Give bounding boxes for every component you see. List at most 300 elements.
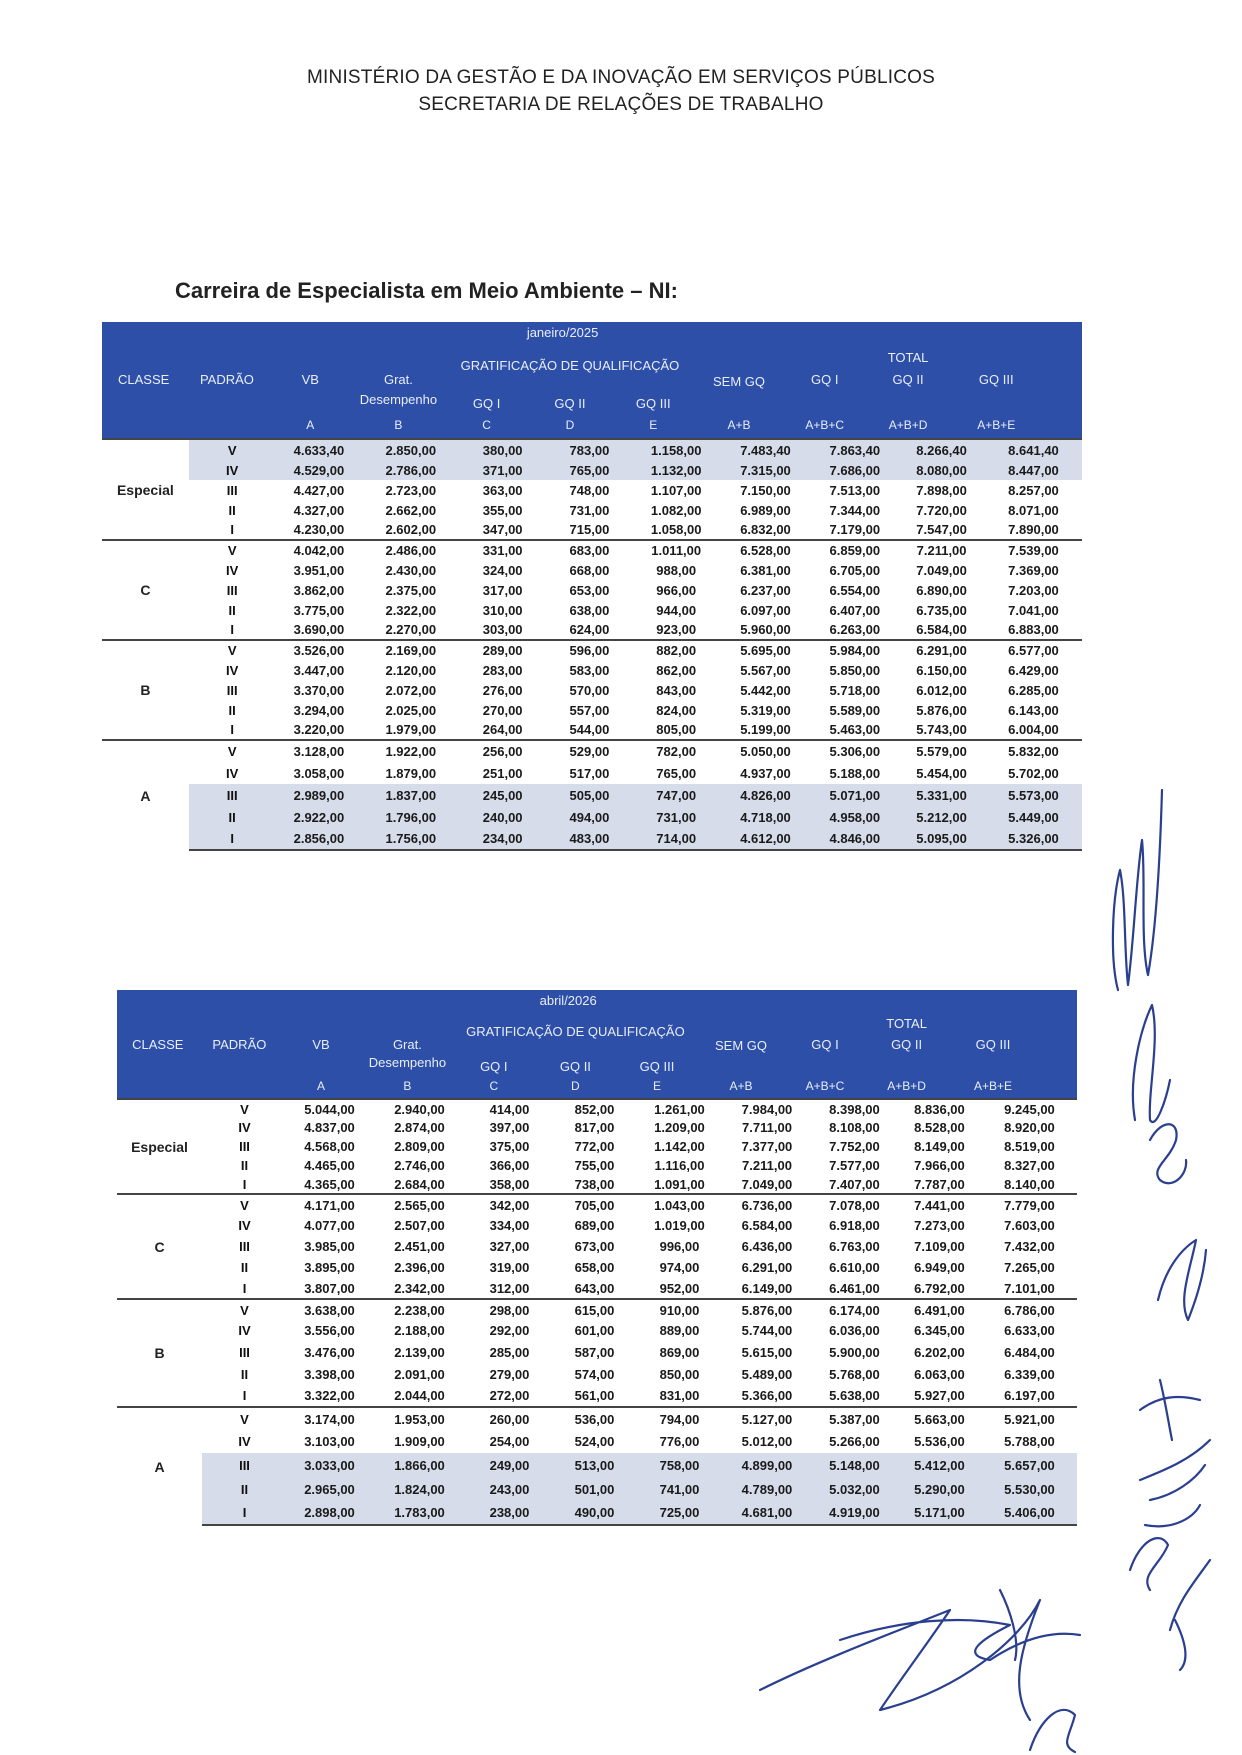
- value-cell: 3.447,00: [293, 662, 345, 678]
- col-total-gq2: GQ II: [891, 1036, 923, 1052]
- value-cell: 8.149,00: [914, 1139, 965, 1154]
- table-row: [117, 1257, 1077, 1278]
- value-cell: 3.398,00: [304, 1366, 355, 1382]
- col-letter: A+B: [729, 1079, 753, 1094]
- value-cell: 7.863,40: [811, 439, 898, 460]
- col-total-gq3: GQ III: [975, 1036, 1011, 1052]
- value-cell: 5.044,00: [287, 1099, 372, 1118]
- value-cell: 638,00: [569, 602, 610, 618]
- value-cell: 2.723,00: [385, 482, 437, 498]
- value-cell: 747,00: [633, 784, 720, 806]
- value-cell: 2.091,00: [394, 1366, 445, 1382]
- value-cell: 5.463,00: [811, 720, 898, 740]
- value-cell: 7.049,00: [916, 562, 967, 578]
- value-cell: 5.326,00: [985, 828, 1082, 850]
- value-cell: 6.429,00: [1008, 662, 1059, 678]
- value-cell: 1.043,00: [637, 1194, 722, 1215]
- value-cell: 7.041,00: [1008, 602, 1059, 618]
- value-cell: 4.899,00: [722, 1453, 812, 1477]
- table-row: [102, 720, 1082, 740]
- period-label: abril/2026: [539, 992, 597, 1008]
- value-cell: 303,00: [459, 620, 546, 640]
- value-cell: 5.850,00: [829, 662, 881, 678]
- value-cell: 6.792,00: [897, 1278, 982, 1299]
- classe-cell: Especial: [102, 439, 189, 540]
- col-classe: CLASSE: [117, 372, 170, 387]
- value-cell: 731,00: [569, 502, 610, 518]
- value-cell: 260,00: [467, 1407, 552, 1430]
- signature-initials-7: [1130, 1538, 1168, 1590]
- value-cell: 1.011,00: [633, 540, 720, 560]
- value-cell: 6.237,00: [740, 582, 791, 598]
- value-cell: 414,00: [467, 1099, 552, 1118]
- table-row: [102, 480, 1082, 500]
- value-cell: 371,00: [459, 460, 546, 480]
- value-cell: 7.101,00: [982, 1278, 1077, 1299]
- value-cell: 5.127,00: [722, 1407, 812, 1430]
- value-cell: 7.344,00: [829, 502, 881, 518]
- classe-cell: A: [102, 740, 189, 850]
- classe-cell: A: [117, 1407, 202, 1525]
- value-cell: 7.109,00: [914, 1239, 965, 1254]
- value-cell: 8.447,00: [985, 460, 1082, 480]
- value-cell: 2.322,00: [385, 602, 437, 618]
- table-row: [117, 1137, 1077, 1156]
- padrao-cell: III: [226, 582, 238, 598]
- value-cell: 289,00: [459, 640, 546, 660]
- table-row: [102, 560, 1082, 580]
- value-cell: 8.836,00: [897, 1099, 982, 1118]
- value-cell: 6.197,00: [982, 1385, 1077, 1407]
- padrao-cell: V: [189, 439, 276, 460]
- padrao-cell: I: [202, 1385, 287, 1407]
- value-cell: 2.044,00: [372, 1385, 467, 1407]
- table-row: [117, 1477, 1077, 1501]
- value-cell: 7.211,00: [898, 540, 985, 560]
- value-cell: 748,00: [569, 482, 610, 498]
- value-cell: 249,00: [467, 1453, 552, 1477]
- table-row: [102, 580, 1082, 600]
- value-cell: 783,00: [546, 439, 633, 460]
- value-cell: 7.369,00: [1008, 562, 1059, 578]
- table-row: [102, 700, 1082, 720]
- value-cell: 3.951,00: [293, 562, 345, 578]
- value-cell: 741,00: [637, 1477, 722, 1501]
- signature-initials-4: [1158, 1240, 1206, 1320]
- value-cell: 363,00: [482, 482, 523, 498]
- value-cell: 5.266,00: [829, 1434, 880, 1449]
- value-cell: 2.486,00: [362, 540, 459, 560]
- table-row: [117, 1118, 1077, 1137]
- value-cell: 234,00: [459, 828, 546, 850]
- value-cell: 2.188,00: [394, 1323, 445, 1338]
- value-cell: 342,00: [467, 1194, 552, 1215]
- table-row: [117, 1430, 1077, 1453]
- value-cell: 1.209,00: [654, 1120, 705, 1135]
- value-cell: 2.565,00: [372, 1194, 467, 1215]
- value-cell: 2.507,00: [394, 1218, 445, 1233]
- value-cell: 7.407,00: [812, 1175, 897, 1194]
- value-cell: 7.966,00: [914, 1158, 965, 1173]
- value-cell: 358,00: [467, 1175, 552, 1194]
- value-cell: 4.633,40: [276, 439, 363, 460]
- value-cell: 794,00: [637, 1407, 722, 1430]
- value-cell: 8.140,00: [982, 1175, 1077, 1194]
- value-cell: 5.567,00: [740, 662, 791, 678]
- padrao-cell: IV: [238, 1434, 251, 1449]
- col-letter: A+B+E: [977, 418, 1016, 432]
- table-header-band: [102, 322, 1082, 438]
- value-cell: 1.979,00: [362, 720, 459, 740]
- value-cell: 3.033,00: [287, 1453, 372, 1477]
- classe-cell: C: [102, 540, 189, 640]
- value-cell: 615,00: [552, 1299, 637, 1320]
- value-cell: 8.920,00: [1004, 1120, 1055, 1135]
- value-cell: 324,00: [482, 562, 523, 578]
- value-cell: 5.876,00: [722, 1299, 812, 1320]
- value-cell: 731,00: [633, 806, 720, 828]
- value-cell: 587,00: [574, 1344, 615, 1360]
- padrao-cell: IV: [226, 765, 239, 781]
- value-cell: 8.327,00: [1004, 1158, 1055, 1173]
- value-cell: 4.465,00: [304, 1158, 355, 1173]
- table-row: [102, 620, 1082, 640]
- salary-grid: [102, 438, 1082, 851]
- value-cell: 6.577,00: [985, 640, 1082, 660]
- value-cell: 5.589,00: [829, 702, 881, 718]
- col-classe: CLASSE: [132, 1036, 184, 1052]
- value-cell: 5.412,00: [897, 1453, 982, 1477]
- value-cell: 5.199,00: [720, 720, 812, 740]
- value-cell: 570,00: [569, 682, 610, 698]
- value-cell: 3.370,00: [293, 682, 345, 698]
- value-cell: 4.919,00: [812, 1501, 897, 1525]
- value-cell: 7.898,00: [916, 482, 967, 498]
- value-cell: 7.211,00: [742, 1158, 792, 1173]
- padrao-cell: V: [189, 640, 276, 660]
- value-cell: 5.702,00: [1008, 765, 1059, 781]
- value-cell: 1.953,00: [372, 1407, 467, 1430]
- value-cell: 1.107,00: [650, 482, 702, 498]
- padrao-cell: I: [189, 520, 276, 540]
- value-cell: 658,00: [574, 1260, 615, 1275]
- value-cell: 6.484,00: [1004, 1344, 1055, 1360]
- value-cell: 524,00: [574, 1434, 615, 1449]
- value-cell: 561,00: [552, 1385, 637, 1407]
- col-gratificacao-qualificacao: GRATIFICAÇÃO DE QUALIFICAÇÃO: [460, 358, 680, 373]
- value-cell: 3.174,00: [287, 1407, 372, 1430]
- value-cell: 6.918,00: [829, 1218, 880, 1233]
- table-row: [117, 1453, 1077, 1477]
- table-row: [102, 540, 1082, 560]
- col-letter: D: [565, 418, 575, 432]
- col-letter: A+B+C: [805, 418, 845, 432]
- value-cell: 8.398,00: [812, 1099, 897, 1118]
- padrao-cell: III: [202, 1453, 287, 1477]
- value-cell: 6.291,00: [741, 1260, 793, 1275]
- value-cell: 5.319,00: [740, 702, 791, 718]
- value-cell: 279,00: [489, 1366, 530, 1382]
- value-cell: 6.584,00: [741, 1218, 793, 1233]
- value-cell: 3.476,00: [304, 1344, 355, 1360]
- value-cell: 5.489,00: [741, 1366, 793, 1382]
- value-cell: 689,00: [574, 1218, 615, 1233]
- value-cell: 8.519,00: [1004, 1139, 1055, 1154]
- value-cell: 5.573,00: [985, 784, 1082, 806]
- value-cell: 6.063,00: [914, 1366, 965, 1382]
- value-cell: 2.396,00: [394, 1260, 445, 1275]
- col-grat-desempenho-1: Grat.: [392, 1036, 422, 1052]
- col-letter: E: [652, 1079, 662, 1094]
- signature-initials-3: [1150, 1124, 1186, 1183]
- value-cell: 240,00: [459, 806, 546, 828]
- padrao-cell: IV: [238, 1120, 251, 1135]
- value-cell: 264,00: [459, 720, 546, 740]
- value-cell: 6.150,00: [916, 662, 967, 678]
- signature-initials-5: [1140, 1380, 1200, 1440]
- value-cell: 292,00: [489, 1323, 530, 1338]
- value-cell: 601,00: [574, 1323, 615, 1338]
- padrao-cell: V: [202, 1407, 287, 1430]
- value-cell: 6.097,00: [740, 602, 791, 618]
- padrao-cell: II: [228, 602, 236, 618]
- value-cell: 1.866,00: [372, 1453, 467, 1477]
- value-cell: 2.746,00: [394, 1158, 445, 1173]
- value-cell: 5.406,00: [982, 1501, 1077, 1525]
- value-cell: 5.387,00: [812, 1407, 897, 1430]
- value-cell: 6.285,00: [1008, 682, 1059, 698]
- value-cell: 7.752,00: [829, 1139, 880, 1154]
- value-cell: 1.058,00: [633, 520, 720, 540]
- value-cell: 5.788,00: [1004, 1434, 1055, 1449]
- value-cell: 7.432,00: [1004, 1239, 1055, 1254]
- value-cell: 4.837,00: [304, 1120, 355, 1135]
- value-cell: 2.874,00: [394, 1120, 445, 1135]
- value-cell: 6.554,00: [829, 582, 881, 598]
- col-sem-gq: SEM GQ: [712, 374, 766, 389]
- value-cell: 3.985,00: [304, 1239, 355, 1254]
- table-row: [102, 520, 1082, 540]
- col-letter: A+B: [727, 418, 751, 432]
- value-cell: 7.547,00: [898, 520, 985, 540]
- value-cell: 6.528,00: [720, 540, 812, 560]
- value-cell: 7.483,40: [720, 439, 812, 460]
- signature-initials-2: [1133, 1005, 1170, 1122]
- value-cell: 1.091,00: [637, 1175, 722, 1194]
- value-cell: 2.430,00: [385, 562, 437, 578]
- value-cell: 7.265,00: [1004, 1260, 1055, 1275]
- value-cell: 544,00: [546, 720, 633, 740]
- value-cell: 5.744,00: [741, 1323, 793, 1338]
- col-total-gq3: GQ III: [978, 372, 1014, 387]
- padrao-cell: V: [189, 740, 276, 762]
- value-cell: 355,00: [482, 502, 523, 518]
- value-cell: 2.856,00: [276, 828, 363, 850]
- value-cell: 529,00: [546, 740, 633, 762]
- page-title: Carreira de Especialista em Meio Ambiente – NI:: [175, 278, 678, 303]
- value-cell: 8.080,00: [898, 460, 985, 480]
- value-cell: 3.807,00: [287, 1278, 372, 1299]
- padrao-cell: V: [202, 1299, 287, 1320]
- value-cell: 490,00: [552, 1501, 637, 1525]
- value-cell: 7.049,00: [722, 1175, 812, 1194]
- value-cell: 5.449,00: [985, 806, 1082, 828]
- padrao-cell: IV: [226, 662, 239, 678]
- value-cell: 1.783,00: [372, 1501, 467, 1525]
- value-cell: 7.787,00: [897, 1175, 982, 1194]
- value-cell: 1.879,00: [385, 765, 437, 781]
- value-cell: 2.809,00: [394, 1139, 445, 1154]
- value-cell: 298,00: [467, 1299, 552, 1320]
- value-cell: 4.681,00: [722, 1501, 812, 1525]
- value-cell: 944,00: [656, 602, 697, 618]
- padrao-cell: V: [189, 540, 276, 560]
- value-cell: 6.202,00: [914, 1344, 965, 1360]
- value-cell: 5.832,00: [985, 740, 1082, 762]
- value-cell: 3.322,00: [287, 1385, 372, 1407]
- value-cell: 2.850,00: [362, 439, 459, 460]
- value-cell: 7.779,00: [982, 1194, 1077, 1215]
- value-cell: 1.019,00: [654, 1218, 705, 1233]
- col-gratificacao-qualificacao: GRATIFICAÇÃO DE QUALIFICAÇÃO: [466, 1023, 685, 1039]
- value-cell: 6.883,00: [985, 620, 1082, 640]
- value-cell: 310,00: [482, 602, 523, 618]
- value-cell: 6.989,00: [740, 502, 791, 518]
- col-sem-gq: SEM GQ: [714, 1038, 768, 1054]
- value-cell: 312,00: [467, 1278, 552, 1299]
- padrao-cell: II: [228, 502, 236, 518]
- col-letter: E: [649, 418, 658, 432]
- value-cell: 596,00: [546, 640, 633, 660]
- padrao-cell: I: [202, 1278, 287, 1299]
- value-cell: 5.768,00: [829, 1366, 880, 1382]
- value-cell: 805,00: [633, 720, 720, 740]
- value-cell: 5.695,00: [720, 640, 812, 660]
- value-cell: 536,00: [552, 1407, 637, 1430]
- value-cell: 7.273,00: [914, 1218, 965, 1233]
- value-cell: 3.103,00: [304, 1434, 355, 1449]
- padrao-cell: I: [189, 828, 276, 850]
- value-cell: 494,00: [546, 806, 633, 828]
- padrao-cell: III: [239, 1344, 250, 1360]
- value-cell: 3.294,00: [293, 702, 345, 718]
- value-cell: 6.012,00: [916, 682, 967, 698]
- value-cell: 3.862,00: [293, 582, 345, 598]
- value-cell: 7.179,00: [811, 520, 898, 540]
- table-row: [117, 1175, 1077, 1194]
- value-cell: 5.032,00: [812, 1477, 897, 1501]
- value-cell: 251,00: [482, 765, 523, 781]
- col-letter: B: [394, 418, 403, 432]
- value-cell: 2.965,00: [287, 1477, 372, 1501]
- table-row: [117, 1320, 1077, 1341]
- value-cell: 952,00: [637, 1278, 722, 1299]
- value-cell: 705,00: [552, 1194, 637, 1215]
- padrao-cell: II: [202, 1477, 287, 1501]
- padrao-cell: I: [189, 620, 276, 640]
- value-cell: 2.662,00: [385, 502, 437, 518]
- value-cell: 6.345,00: [914, 1323, 965, 1338]
- value-cell: 2.025,00: [385, 702, 437, 718]
- value-cell: 988,00: [656, 562, 697, 578]
- value-cell: 6.859,00: [811, 540, 898, 560]
- value-cell: 3.128,00: [276, 740, 363, 762]
- value-cell: 347,00: [459, 520, 546, 540]
- salary-table-janeiro-2025: [102, 322, 1082, 851]
- value-cell: 715,00: [546, 520, 633, 540]
- value-cell: 862,00: [656, 662, 697, 678]
- value-cell: 3.220,00: [276, 720, 363, 740]
- value-cell: 2.139,00: [394, 1344, 445, 1360]
- value-cell: 2.989,00: [276, 784, 363, 806]
- value-cell: 1.824,00: [372, 1477, 467, 1501]
- col-padrao: PADRÃO: [199, 372, 254, 387]
- col-total-gq2: GQ II: [892, 372, 924, 387]
- value-cell: 8.257,00: [1008, 482, 1059, 498]
- value-cell: 4.937,00: [740, 765, 791, 781]
- value-cell: 910,00: [637, 1299, 722, 1320]
- value-cell: 505,00: [546, 784, 633, 806]
- value-cell: 9.245,00: [982, 1099, 1077, 1118]
- table-header-band: [117, 990, 1077, 1098]
- padrao-cell: IV: [238, 1218, 251, 1233]
- value-cell: 1.082,00: [650, 502, 702, 518]
- value-cell: 4.718,00: [720, 806, 812, 828]
- table-row: [117, 1407, 1077, 1430]
- value-cell: 6.890,00: [916, 582, 967, 598]
- value-cell: 7.078,00: [812, 1194, 897, 1215]
- value-cell: 755,00: [574, 1158, 615, 1173]
- value-cell: 5.331,00: [898, 784, 985, 806]
- value-cell: 270,00: [482, 702, 523, 718]
- value-cell: 254,00: [489, 1434, 530, 1449]
- value-cell: 7.890,00: [985, 520, 1082, 540]
- value-cell: 272,00: [467, 1385, 552, 1407]
- value-cell: 2.940,00: [372, 1099, 467, 1118]
- table-row: [117, 1194, 1077, 1215]
- value-cell: 683,00: [546, 540, 633, 560]
- table-row: [117, 1501, 1077, 1525]
- value-cell: 6.174,00: [812, 1299, 897, 1320]
- value-cell: 3.058,00: [293, 765, 345, 781]
- col-letter: C: [489, 1079, 499, 1094]
- value-cell: 327,00: [489, 1239, 530, 1254]
- value-cell: 513,00: [552, 1453, 637, 1477]
- value-cell: 6.491,00: [897, 1299, 982, 1320]
- col-gq2: GQ II: [554, 396, 586, 411]
- value-cell: 974,00: [659, 1260, 700, 1275]
- value-cell: 380,00: [459, 439, 546, 460]
- col-vb: VB: [312, 1036, 330, 1052]
- value-cell: 643,00: [552, 1278, 637, 1299]
- col-gq1: GQ I: [480, 1058, 508, 1074]
- padrao-cell: IV: [226, 562, 239, 578]
- padrao-cell: II: [240, 1158, 249, 1173]
- value-cell: 7.377,00: [741, 1139, 793, 1154]
- document-header: [0, 64, 1242, 118]
- value-cell: 317,00: [482, 582, 523, 598]
- table-row: [117, 1156, 1077, 1175]
- value-cell: 889,00: [659, 1323, 700, 1338]
- value-cell: 1.922,00: [362, 740, 459, 762]
- col-letter: A+B+D: [887, 1079, 926, 1094]
- value-cell: 8.108,00: [829, 1120, 880, 1135]
- value-cell: 1.132,00: [633, 460, 720, 480]
- table-row: [102, 784, 1082, 806]
- padrao-cell: IV: [189, 460, 276, 480]
- value-cell: 5.743,00: [898, 720, 985, 740]
- value-cell: 6.949,00: [914, 1260, 965, 1275]
